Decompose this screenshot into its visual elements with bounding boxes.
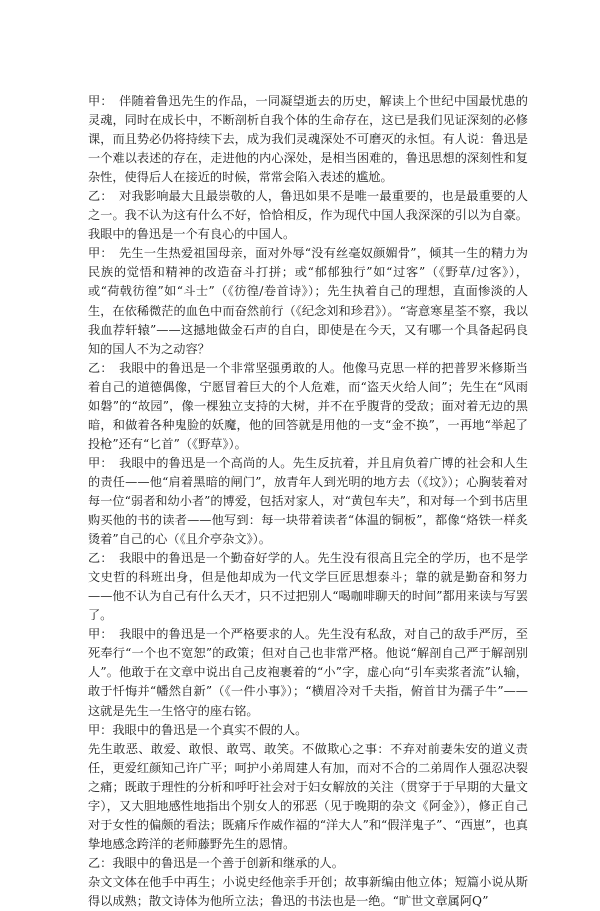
paragraph-strict-jia: 甲： 我眼中的鲁迅是一个严格要求的人。先生没有私敌，对自己的敌手严厉，至死奉行“一个也不宽恕”的政策；但对自己也非常严格。他说“解剖自己严于解剖别人”。他敢于在文章中说出自己皮袍裹着的“小”字，虚心向“引车卖浆者流”认输，敢于忏悔并“幡然自新”（《一件小事》）；“横眉冷对千夫指，俯首甘为孺子牛”——这就是先生一生恪守的座右铭。 [88, 627, 528, 718]
paragraph-intro-jia: 甲： 伴随着鲁迅先生的作品，一同凝望逝去的历史，解读上个世纪中国最忧患的灵魂，同时在成长中，不断剖析自我个体的生命存在，这已是我们见证深刻的必修课，而且势必仍将持续下去，成为我们灵魂深处不可磨灭的永恒。有人说：鲁迅是一个难以表述的存在，走进他的内心深处，是相当困难的，鲁迅思想的深刻性和复杂性，使得后人在接近的时候，常常会陷入表述的尴尬。 [88, 94, 528, 185]
paragraph-genuine-body: 先生敢恶、敢爱、敢恨、敢骂、敢笑。不做欺心之事：不弃对前妻朱安的道义责任，更爱红颜知己许广平；呵护小弟周建人有加，而对不合的二弟周作人强忍决裂之痛；既敢于理性的分析和呼吁社会对于妇女解放的关注（贯穿于于早期的大量文字），又大胆地感性地指出个别女人的邪恶（见于晚期的杂文《阿金》），修正自己对于女性的偏颇的看法；既痛斥作威作福的“洋大人”和“假洋鬼子”、“西崽”，也真挚地感念跨洋的老师藤野先生的恩情。 [88, 741, 528, 851]
paragraph-diligence-yi: 乙： 我眼中的鲁迅是一个勤奋好学的人。先生没有很高且完全的学历，也不是学文史哲的科班出身，但是他却成为一代文学巨匠思想泰斗；靠的就是勤奋和努力——他不认为自己有什么天才，只不过把别人“喝咖啡聊天的时间”都用来读与写罢了。 [88, 551, 528, 623]
paragraph-innovation-heading: 乙：我眼中的鲁迅是一个善于创新和继承的人。 [88, 855, 344, 870]
paragraph-courage-yi: 乙： 我眼中的鲁迅是一个非常坚强勇敢的人。他像马克思一样的把普罗米修斯当着自己的道德偶像，宁愿冒着巨大的个人危难，而“盗天火给人间”；先生在“风雨如磐”的“故园”，像一棵独立支持的大树，并不在乎腹背的受敌；面对着无边的黑暗，和做着各种鬼脸的妖魔，他的回答就是用他的一支“金不换”，一再地“举起了投枪”还有“匕首”（《野草》）。 [88, 360, 528, 451]
document-body [88, 92, 528, 911]
paragraph-genuine-heading: 甲：我眼中的鲁迅是一个真实不假的人。 [88, 722, 308, 737]
paragraph-conscience-yi: 乙： 对我影响最大且最崇敬的人，鲁迅如果不是唯一最重要的，也是最重要的人之一。我不认为这有什么不好，恰恰相反，作为现代中国人我深深的引以为自豪。我眼中的鲁迅是一个有良心的中国人。 [88, 189, 528, 242]
paragraph-innovation-body: 杂文文体在他手中再生；小说史经他亲手开创；故事新编由他立体；短篇小说从斯得以成熟；散文诗体为他所立法；鲁迅的书法也是一绝。“旷世文章属阿Q” [88, 874, 528, 908]
paragraph-patriotism-jia: 甲： 先生一生热爱祖国母亲，面对外辱“没有丝毫奴颜媚骨”，倾其一生的精力为民族的觉悟和精神的改造奋斗打拼；或“郁郁独行”如“过客”（《野草/过客》），或“荷戟彷徨”如“斗士”（《彷徨/卷首诗》）；先生执着自己的理想，直面惨淡的人生，在依稀微茫的血色中而奋然前行（《纪念刘和珍君》）。“寄意寒星荃不察，我以我血荐轩辕”——这撼地做金石声的自白，即使是在今天，又有哪一个具备起码良知的国人不为之动容？ [88, 246, 528, 356]
paragraph-noble-jia: 甲： 我眼中的鲁迅是一个高尚的人。先生反抗着，并且肩负着广博的社会和人生的责任——他“肩着黑暗的闸门”，放青年人到光明的地方去（《坟》）；心胸装着对每一位“弱者和幼小者”的博爱，包括对家人，对“黄包车夫”，和对每一个到书店里购买他的书的读者——他写到：每一块带着读者“体温的铜板”，都像“烙铁一样炙烫着”自己的心（《且介亭杂文》）。 [88, 455, 528, 547]
